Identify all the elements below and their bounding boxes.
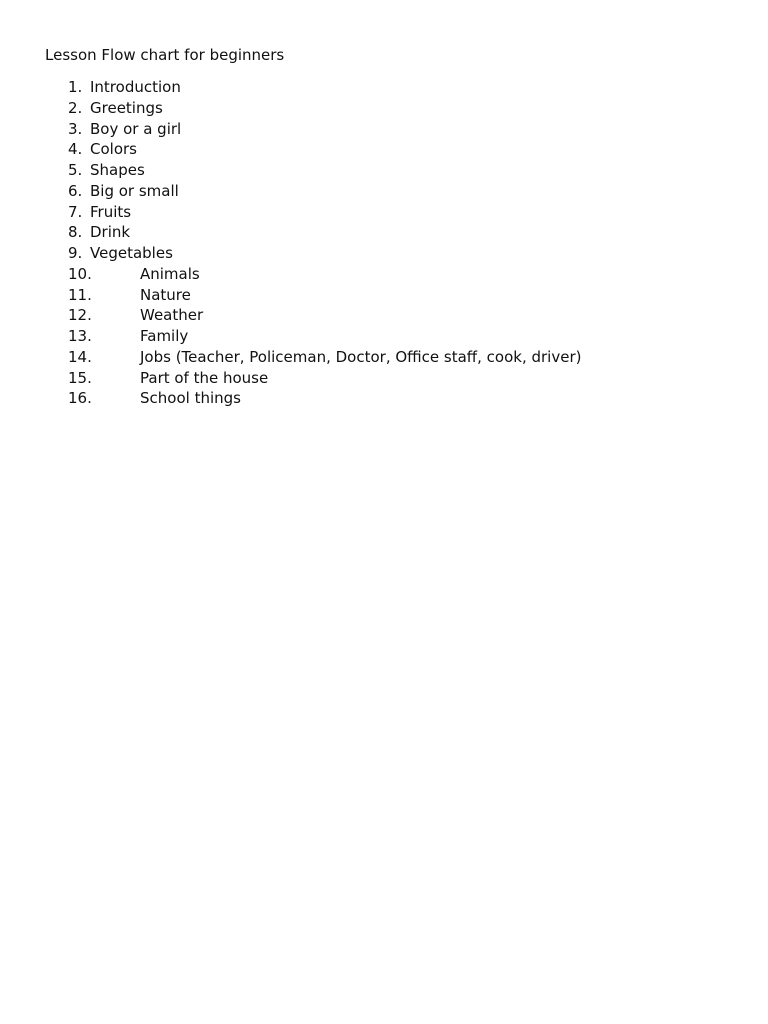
list-item-text: School things <box>140 389 241 408</box>
list-item-number: 6. <box>68 181 83 200</box>
list-item-text: Animals <box>140 264 200 283</box>
list-item-number: 2. <box>68 98 83 117</box>
list-item-number: 12. <box>68 306 92 325</box>
list-item-number: 5. <box>68 161 83 179</box>
list-item-text: Family <box>140 327 189 345</box>
list-item-text: Boy or a girl <box>90 119 182 138</box>
list-item-number: 9. <box>68 244 83 262</box>
list-item-text: Vegetables <box>90 244 173 262</box>
list-item-text: Weather <box>140 306 204 325</box>
list-item-text: Fruits <box>90 202 132 221</box>
list-item-number: 8. <box>68 223 83 242</box>
list-item-number: 7. <box>68 202 83 221</box>
list-item-number: 10. <box>68 264 92 283</box>
document-title: Lesson Flow chart for beginners <box>45 46 285 64</box>
list-item-text: Drink <box>90 223 131 242</box>
list-item-text: Jobs (Teacher, Policeman, Doctor, Office staff, cook, driver) <box>140 347 582 366</box>
list-item-text: Shapes <box>90 161 145 179</box>
list-item-text: Introduction <box>90 78 181 96</box>
list-item-number: 4. <box>68 140 83 159</box>
list-item-text: Part of the house <box>140 368 269 387</box>
list-item-number: 16. <box>68 389 92 408</box>
list-item-number: 13. <box>68 327 92 345</box>
list-item-number: 3. <box>68 119 83 138</box>
list-item-number: 15. <box>68 368 92 387</box>
list-item-text: Big or small <box>90 181 179 200</box>
list-item-number: 14. <box>68 347 92 366</box>
list-item-number: 1. <box>68 78 83 96</box>
list-item-text: Nature <box>140 285 191 304</box>
list-item-number: 11. <box>68 285 92 304</box>
list-item-text: Greetings <box>90 98 163 117</box>
list-item-text: Colors <box>90 140 137 159</box>
